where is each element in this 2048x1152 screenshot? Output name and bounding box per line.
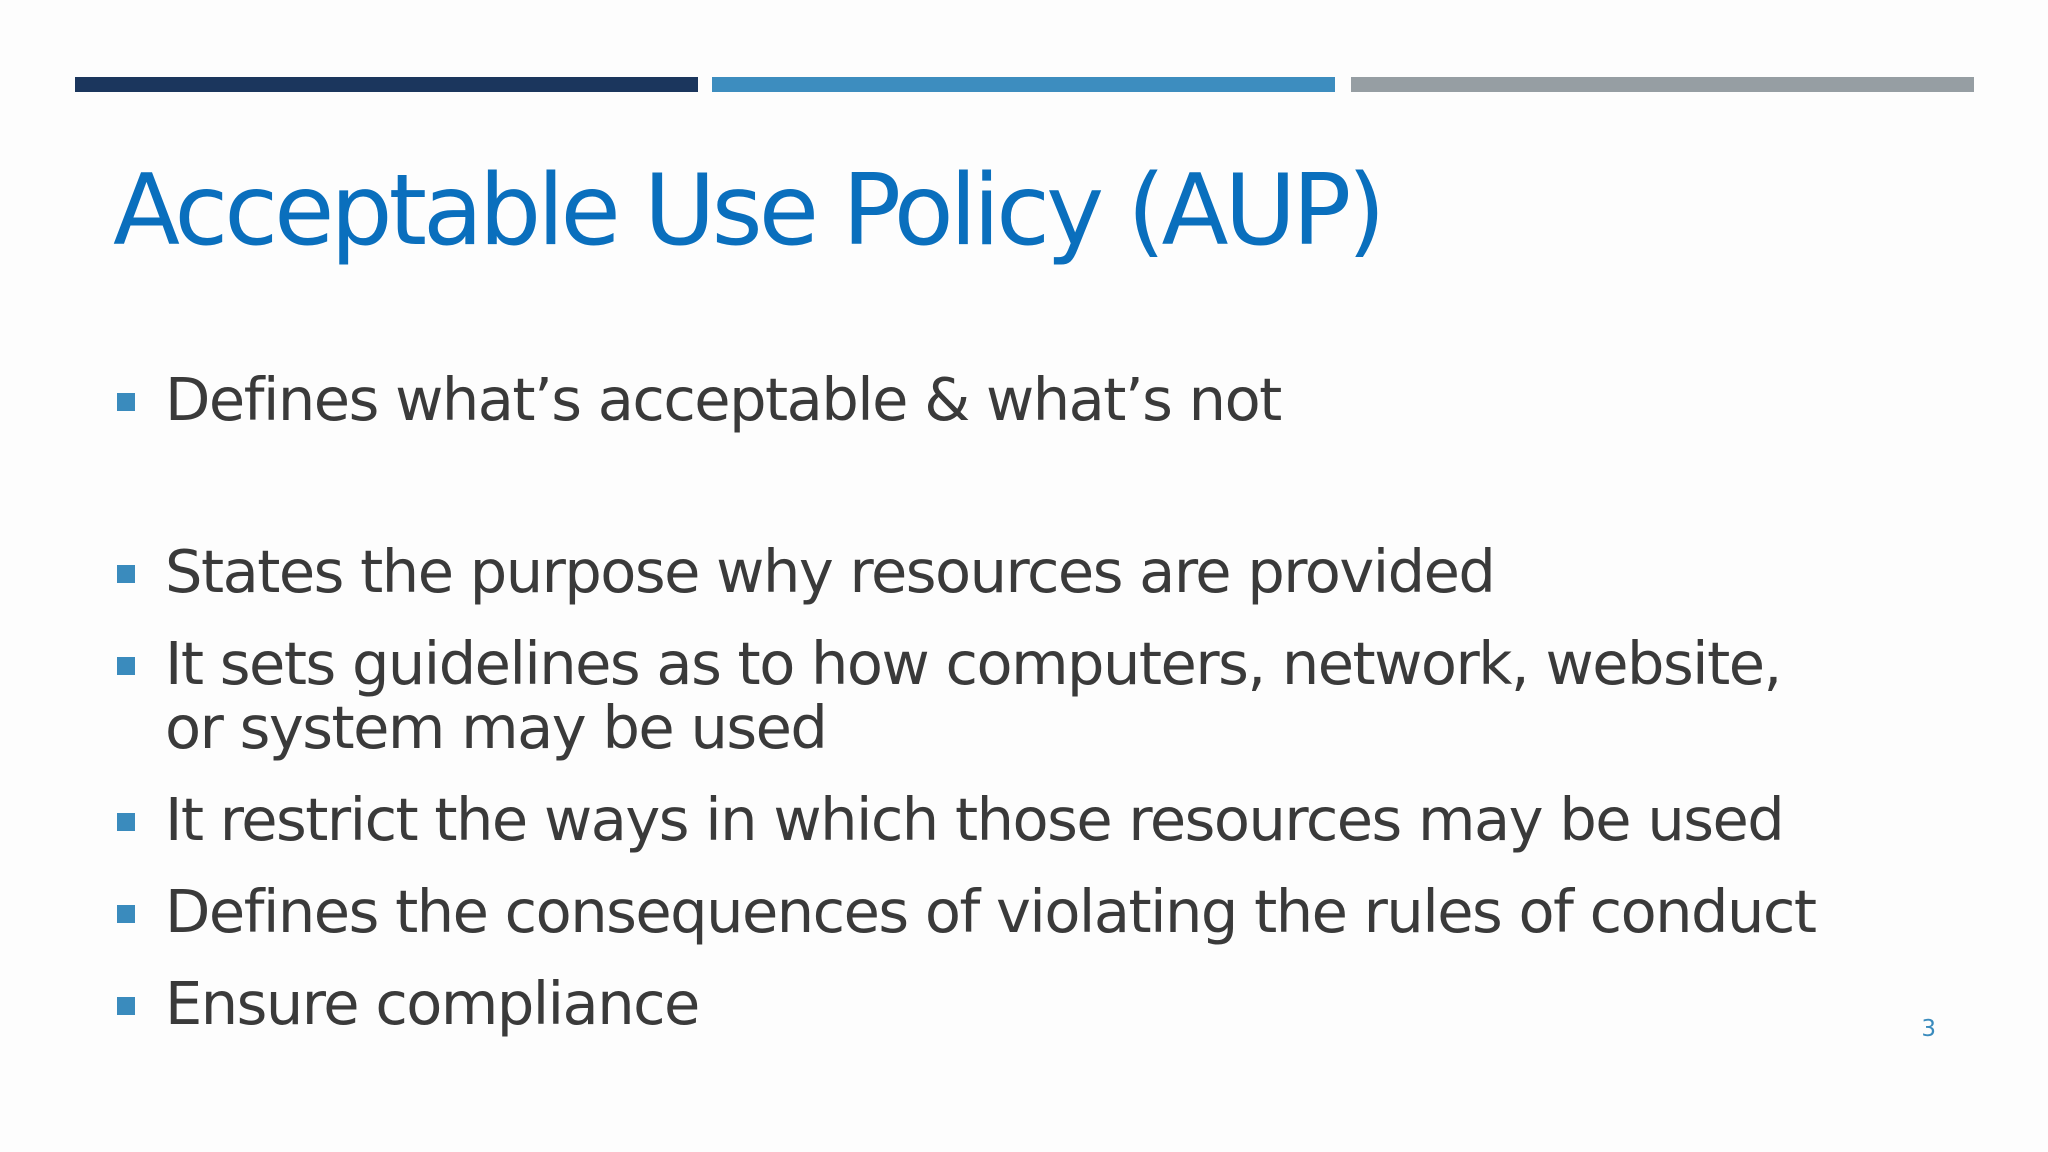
bullet-text: It sets guidelines as to how computers, network, website, or system may be used [165, 629, 1781, 762]
square-bullet-icon [117, 657, 135, 675]
bullet-item [117, 877, 1817, 946]
bullet-item [117, 969, 1817, 1038]
bullet-text: Defines the consequences of violating the rules of conduct [165, 877, 1816, 946]
square-bullet-icon [117, 997, 135, 1015]
top-bar-navy [75, 77, 698, 92]
top-bar-blue [712, 77, 1335, 92]
bullet-list [117, 365, 1817, 1064]
bullet-item [117, 629, 1805, 762]
square-bullet-icon [117, 393, 135, 411]
slide-title: Acceptable Use Policy (AUP) [113, 154, 1382, 268]
bullet-text: Defines what’s acceptable & what’s not [165, 365, 1281, 434]
square-bullet-icon [117, 905, 135, 923]
bullet-text: It restrict the ways in which those resources may be used [165, 785, 1784, 854]
bullet-item [117, 537, 1817, 606]
square-bullet-icon [117, 813, 135, 831]
bullet-text: States the purpose why resources are provided [165, 537, 1495, 606]
bullet-item [117, 365, 1817, 434]
bullet-text: Ensure compliance [165, 969, 699, 1038]
bullet-item [117, 785, 1817, 854]
page-number: 3 [1921, 1016, 1936, 1042]
top-bar-gray [1351, 77, 1974, 92]
square-bullet-icon [117, 565, 135, 583]
